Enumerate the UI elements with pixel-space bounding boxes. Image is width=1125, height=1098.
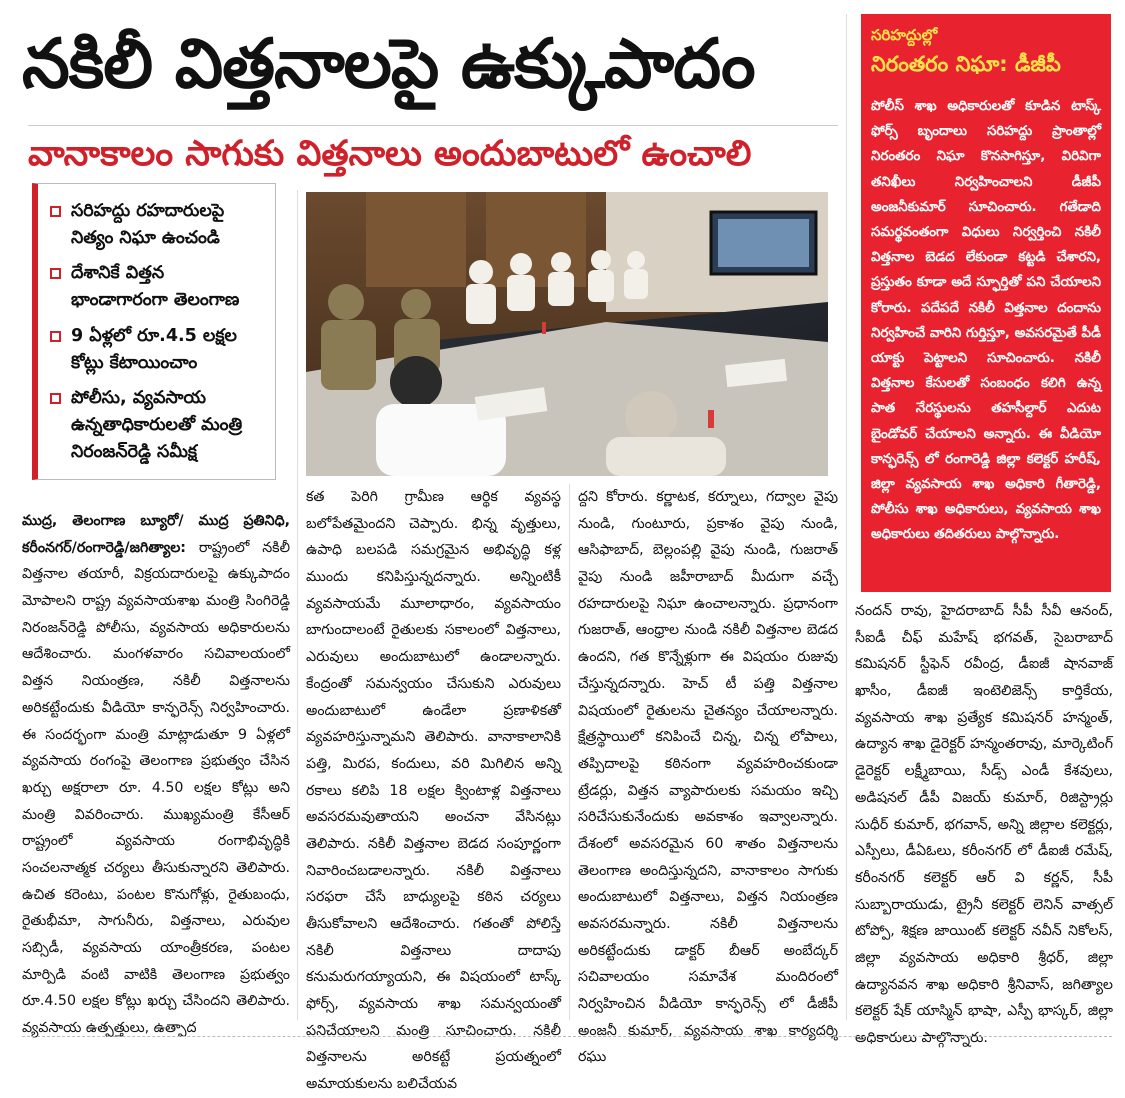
bottom-rule [22,1036,1112,1038]
highlight-item [50,260,265,314]
column-divider [846,14,847,1020]
subheadline: వానాకాలం సాగుకు విత్తనాలు అందుబాటులో ఉంచాలి [28,134,752,174]
highlight-text: సరిహద్దు రహదారులపై నిత్యం నిఘా ఉంచండి [71,201,225,249]
column-divider [297,190,298,1020]
bullet-square-icon [50,268,61,279]
headline-rule [28,125,838,126]
sidebar-box [861,14,1111,592]
highlight-text: 9 ఏళ్లలో రూ.4.5 లక్షల కోట్లు కేటాయించాం [71,325,237,373]
bullet-square-icon [50,206,61,217]
sidebar-kicker: సరిహద్దుల్లో [871,26,938,44]
highlight-item [50,323,265,377]
column-text: రాష్ట్రంలో నకిలీ విత్తనాల తయారీ, విక్రయదారులపై ఉక్కుపాదం మోపాలని రాష్ట్ర వ్యవసాయశాఖ మంత్రి సింగిరెడ్డి నిరంజన్‌రెడ్డి పోలీసు, వ్యవసాయ అధికారులను ఆదేశించారు. మంగళవారం సచివాలయంలో విత్తన నియంత్రణ, నకిలీ విత్తనాలను అరికట్టేందుకు వీడియో కాన్ఫరెన్స్ నిర్వహించారు. ఈ సందర్భంగా మంత్రి మాట్లాడుతూ 9 ఏళ్లలో వ్యవసాయ రంగంపై తెలంగాణ ప్రభుత్వం చేసిన ఖర్చు అక్షరాలా రూ. 4.50 లక్షల కోట్లు అని మంత్రి వివరించారు. ముఖ్యమంత్రి కేసీఆర్ రాష్ట్రంలో వ్యవసాయ రంగాభివృద్ధికి సంచలనాత్మక చర్యలు తీసుకున్నారని తెలిపారు. ఉచిత కరెంటు, పంటల కొనుగోళ్లు, రైతుబంధు, రైతుభీమా, సాగునీరు, విత్తనాలు, ఎరువుల సబ్సిడీ, వ్యవసాయ యాంత్రీకరణ, పంటల మార్పిడి వంటి వాటికి తెలంగాణ ప్రభుత్వం రూ.4.50 లక్షల కోట్లు ఖర్చు చేసిందని తెలిపారు. వ్యవసాయ ఉత్పత్తులు, ఉత్పాద [22,539,290,1037]
highlights-box [32,183,276,480]
highlight-text: పోలీసు, వ్యవసాయ ఉన్నతాధికారులతో మంత్రి నిరంజన్‌రెడ్డి సమీక్ష [71,387,243,462]
column-divider [569,484,570,1020]
sidebar-body: పోలీస్ శాఖ అధికారులతో కూడిన టాస్క్ ఫోర్స్ బృందాలు సరిహద్దు ప్రాంతాల్లో నిరంతరం నిఘా కొనసాగిస్తూ, విరివిగా తనిఖీలు నిర్వహించాలని డీజీపీ అంజనీకుమార్ సూచించారు. గతేడాది సమర్థవంతంగా విధులు నిర్వర్తించి నకిలీ విత్తనాల బెడద లేకుండా కట్టడి చేశారని, ప్రస్తుతం కూడా అదే స్ఫూర్తితో పని చేయాలని కోరారు. పదేపదే నకిలీ విత్తనాల దందాను నిర్వహించే వారిని గుర్తిస్తూ, అవసరమైతే పీడీ యాక్టు పెట్టాలని సూచించారు. నకిలీ విత్తనాల కేసులతో సంబంధం కలిగి ఉన్న పాత నేరస్థులను తహసీల్దార్ ఎదుట బైండోవర్ చేయాలని అన్నారు. ఈ వీడియో కాన్ఫరెన్స్ లో రంగారెడ్డి జిల్లా కలెక్టర్ హరీష్, జిల్లా వ్యవసాయ శాఖ అధికారి గీతారెడ్డి, పోలీసు శాఖ అధికారులు, వ్యవసాయ శాఖ అధికారులు తదితరులు పాల్గొన్నారు. [871,99,1101,543]
highlight-item [50,198,265,252]
article-column-2: కత పెరిగి గ్రామీణ ఆర్థిక వ్యవస్థ బలోపేతమైందని చెప్పారు. భిన్న వృత్తులు, ఉపాధి బలపడి సమగ్రమైన అభివృద్ధి కళ్ల ముందు కనిపిస్తున్నదన్నారు. అన్నింటికీ వ్యవసాయమే మూలాధారం, వ్యవసాయం బాగుందాలంటే రైతులకు సకాలంలో విత్తనాలు, ఎరువులు అందుబాటులో ఉండాలన్నారు. కేంద్రంతో సమన్వయం చేసుకుని ఎరువులు అందుబాటులో ఉండేలా ప్రణాళికతో వ్యవహరిస్తున్నామని తెలిపారు. వానాకాలానికి పత్తి, మిరప, కందులు, వరి మిగిలిన అన్ని రకాలు కలిపి 18 లక్షల క్వింటాళ్ల విత్తనాలు అవసరమవుతాయని అంచనా వేసినట్లు తెలిపారు. నకిలీ విత్తనాల బెడద సంపూర్ణంగా నివారించబడాలన్నారు. నకిలీ విత్తనాలు సరఫరా చేసే బాధ్యులపై కఠిన చర్యలు తీసుకోవాలని ఆదేశించారు. గతంతో పోలిస్తే నకిలీ విత్తనాలు దాదాపు కనుమరుగయ్యాయని, ఈ విషయంలో టాస్క్ ఫోర్స్, వ్యవసాయ శాఖ సమన్వయంతో పనిచేయాలని మంత్రి సూచించారు. నకిలీ విత్తనాలను అరికట్టే ప్రయత్నంలో అమాయకులను బలిచేయవ [306,489,561,1093]
meeting-photo [306,192,828,476]
headline: నకిలీ విత్తనాలపై ఉక్కుపాదం [22,25,755,104]
highlight-item [50,385,265,466]
bullet-square-icon [50,331,61,342]
bullet-square-icon [50,393,61,404]
article-column-4: నందన్ రావు, హైదరాబాద్ సీపీ సీవీ ఆనంద్, సీఐడీ చీఫ్ మహేష్ భగవత్, సైబరాబాద్ కమిషనర్ స్టీఫెన్ రవీంద్ర, డీఐజీ షానవాజ్ ఖాసీం, డీఐజీ ఇంటెలిజెన్స్ కార్తికేయ, వ్యవసాయ శాఖ ప్రత్యేక కమిషనర్ హన్మంత్, ఉద్యాన శాఖ డైరెక్టర్ హన్మంతరావు, మార్కెటింగ్ డైరెక్టర్ లక్ష్మీబాయి, సీడ్స్ ఎండీ కేశవులు, అడిషనల్ డీపీ విజయ్ కుమార్, రిజిస్ట్రార్లు సుధీర్ కుమార్, భగవాన్, అన్ని జిల్లాల కలెక్టర్లు, ఎస్పీలు, డీఏఓలు, కరీంనగర్ లో డీఐజీ రమేష్, కరీంనగర్ కలెక్టర్ ఆర్ వి కర్ణన్, సీపీ సుబ్బారాయుడు, ట్రైనీ కలెక్టర్ లెనిన్ వాత్సల్ టోప్పో, శిక్షణ జాయింట్ కలెక్టర్ నవీన్ నికోలస్, జిల్లా వ్యవసాయ అధికారి శ్రీధర్, జిల్లా ఉద్యానవన శాఖ అధికారి శ్రీనివాస్, జగిత్యాల కలెక్టర్ షేక్ యాస్మిన్ భాషా, ఎస్పీ భాస్కర్, జిల్లా అధికారులు పాల్గొన్నారు. [855,603,1113,1046]
article-column-3: ద్దని కోరారు. కర్ణాటక, కర్నూలు, గద్వాల వైపు నుండి, గుంటూరు, ప్రకాశం వైపు నుండి, ఆసిఫాబాద్, బెల్లంపల్లి వైపు నుండి, గుజరాత్ వైపు నుండి జహీరాబాద్ మీదుగా వచ్చే రహదారులపై నిఘా ఉంచాలన్నారు. ప్రధానంగా గుజరాత్, ఆంధ్రాల నుండి నకిలీ విత్తనాల బెడద ఉందని, గత కొన్నేళ్లుగా ఈ విషయం రుజువు చేస్తున్నదన్నారు. హెచ్ టీ పత్తి విత్తనాల విషయంలో రైతులను చైతన్యం చేయాలన్నారు. క్షేత్రస్థాయిలో కనిపించే చిన్న, చిన్న లోపాలు, తప్పిదాలపై కఠినంగా వ్యవహరించకుండా ట్రేడర్లు, విత్తన వ్యాపారులకు సమయం ఇచ్చి సరిచేసుకునేందుకు అవకాశం ఇవ్వాలన్నారు. దేశంలో అవసరమైన 60 శాతం విత్తనాలను తెలంగాణ అందిస్తున్నదని, వానాకాలం సాగుకు అందుబాటులో విత్తనాలు, విత్తన నియంత్రణ అవసరమన్నారు. నకిలీ విత్తనాలను అరికట్టేందుకు డాక్టర్ బీఆర్ అంబేద్కర్ సచివాలయం సమావేశ మందిరంలో నిర్వహించిన వీడియో కాన్ఫరెన్స్ లో డీజీపీ అంజనీ కుమార్, వ్యవసాయ శాఖ కార్యదర్శి రఘు [578,489,838,1066]
highlight-text: దేశానికే విత్తన భాండాగారంగా తెలంగాణ [71,263,240,311]
byline: ముద్ర, తెలంగాణ బ్యూరో/ ముద్ర ప్రతినిధి, కరీంనగర్/రంగారెడ్డి/జగిత్యాల: [22,513,290,556]
sidebar-title: నిరంతరం నిఘా: డీజీపీ [871,52,1061,76]
meeting-photo-illustration [306,192,828,476]
article-column-1 [22,508,290,1037]
